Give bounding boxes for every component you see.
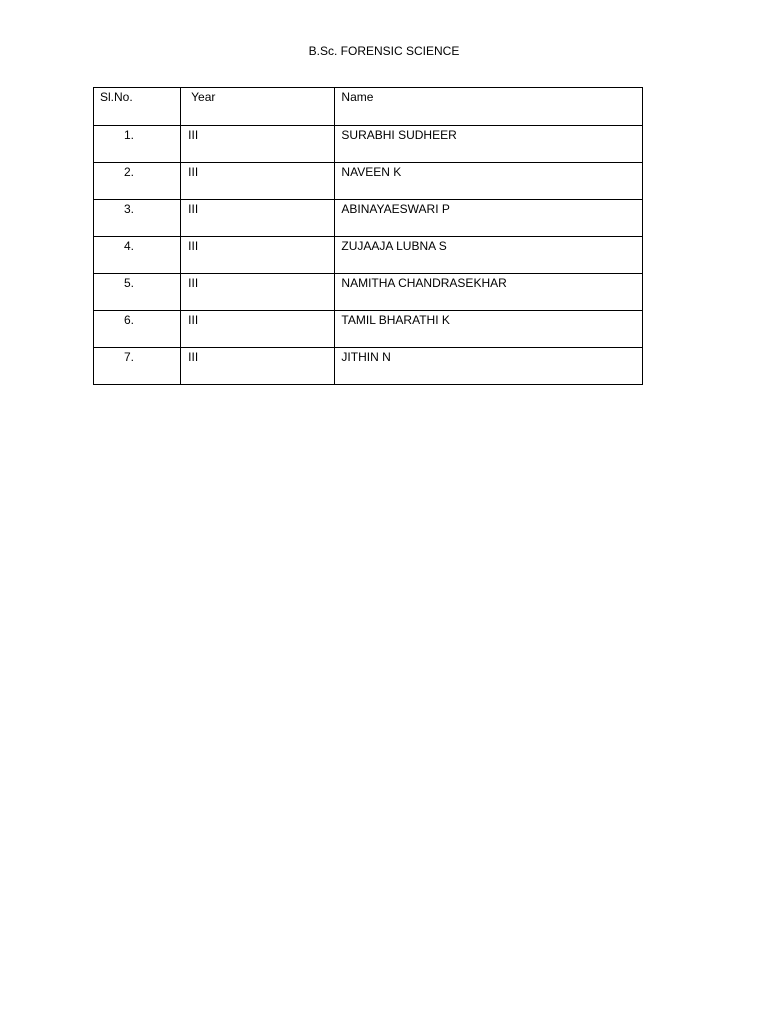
- table-row: [94, 311, 643, 348]
- cell-sl-no: [94, 200, 181, 237]
- cell-year: III: [181, 237, 335, 274]
- cell-year: III: [181, 348, 335, 385]
- table-row: [94, 348, 643, 385]
- cell-sl-no: [94, 311, 181, 348]
- sl-no-text: 4.: [123, 239, 134, 253]
- header-sl-no: Sl.No.: [94, 88, 181, 126]
- sl-no-text: 1.: [123, 128, 134, 142]
- cell-name: SURABHI SUDHEER: [335, 126, 643, 163]
- sl-no-text: 3.: [123, 202, 134, 216]
- table-row: [94, 126, 643, 163]
- cell-year: III: [181, 163, 335, 200]
- student-table: [93, 87, 643, 385]
- header-year: Year: [181, 88, 335, 126]
- cell-sl-no: [94, 274, 181, 311]
- cell-year: III: [181, 200, 335, 237]
- sl-no-text: 6.: [123, 313, 134, 327]
- header-name: Name: [335, 88, 643, 126]
- cell-name: NAMITHA CHANDRASEKHAR: [335, 274, 643, 311]
- cell-name: ABINAYAESWARI P: [335, 200, 643, 237]
- cell-name: NAVEEN K: [335, 163, 643, 200]
- cell-name: TAMIL BHARATHI K: [335, 311, 643, 348]
- cell-sl-no: [94, 348, 181, 385]
- sl-no-text: 5.: [123, 276, 134, 290]
- cell-sl-no: [94, 163, 181, 200]
- cell-sl-no: [94, 126, 181, 163]
- table-row: [94, 163, 643, 200]
- cell-year: III: [181, 274, 335, 311]
- sl-no-text: 2.: [123, 165, 134, 179]
- table-row: [94, 200, 643, 237]
- cell-year: III: [181, 126, 335, 163]
- table-row: [94, 237, 643, 274]
- cell-sl-no: [94, 237, 181, 274]
- page-title: B.Sc. FORENSIC SCIENCE: [308, 44, 460, 58]
- cell-name: JITHIN N: [335, 348, 643, 385]
- cell-name: ZUJAAJA LUBNA S: [335, 237, 643, 274]
- cell-year: III: [181, 311, 335, 348]
- sl-no-text: 7.: [123, 350, 134, 364]
- table-header-row: [94, 88, 643, 126]
- table-row: [94, 274, 643, 311]
